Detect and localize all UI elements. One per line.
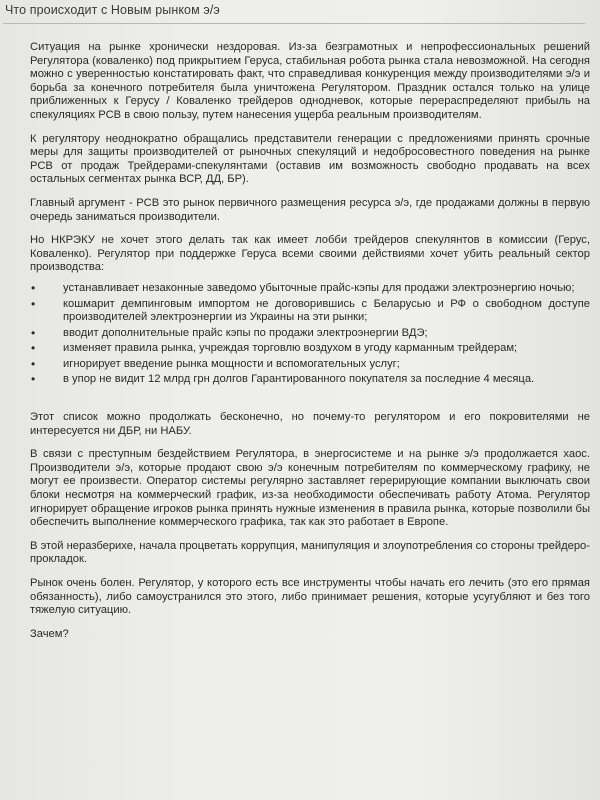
list-item: • игнорирует введение рынка мощности и вспомогательных услуг; [30,358,590,372]
paragraph-corruption: В этой неразберихе, начала процветать коррупция, манипуляция и злоупотребления со стороны трейдеро-прокладок. [30,539,590,566]
paragraph-list-continues: Этот список можно продолжать бесконечно, но почему-то регулятором и его покровителями не интересуется ни ДБР, ни НАБУ. [30,411,590,437]
paragraph-situation: Ситуация на рынке хронически нездоровая. Из-за безграмотных и непрофессиональных решений Регулятора (коваленко) под прикрытием Геруса, стабильная робота рынка стала невозможной. На сегодня можно с уверенностью констатировать факт, что справедливая конкуренция между производителями э/э и борьба за конечного потребителя была уничтожена Регулятором. Праздник остался только на улице приближенных к Герусу / Коваленко трейдеров однодневок, которые перераспределяют прибыль на спекуляциях РСВ в свою пользу, путем нанесения ущерба реальным производителям. [30,41,590,121]
document-title: Что происходит с Новым рынком э/э [5,3,220,17]
paragraph-appeals: К регулятору неоднократно обращались представители генерации с предложениями принять срочные меры для защиты производителей от рыночных спекуляций и недобросовестного поведения на рынке РСВ от продаж Трейдерами-спекулянтами (оставив им возможность свободно продавать на всех остальных сегментах рынка ВСР, ДД, БР). [30,132,590,186]
list-item: • устанавливает незаконные заведомо убыточные прайс-кэпы для продажи электроэнергию ночью; [30,282,590,296]
paragraph-market-sick: Рынок очень болен. Регулятор, у которого есть все инструменты чтобы начать его лечить (это его прямая обязанность), либо самоустранился это этого, либо принимает решения, которые усугубляют и без того тяжелую ситуацию. [30,577,590,617]
section-spacer [30,397,590,411]
list-item: • вводит дополнительные прайс кэпы по продажи электроэнергии ВДЭ; [30,327,590,341]
list-item: • в упор не видит 12 млрд грн долгов Гарантированного покупателя за последние 4 месяца. [30,373,590,387]
list-item: • кошмарит демпинговым импортом не договорившись с Беларусью и РФ о свободном доступе производителей электроэнергии из Украины на эти рынки; [30,298,590,325]
paragraph-chaos: В связи с преступным бездействием Регулятора, в энергосистеме и на рынке э/э продолжается хаос. Производители э/э, которые продают свою э/э конечным потребителям по коммерческому графику, не могут ее произвести. Оператор системы регулярно заставляет герерирующие компании выключать свои блоки несмотря на коммерческий график, из-за необходимости обеспечивать работу Атома. Регулятор игнорирует обращение игроков рынка принять нужные изменения в правила рынка, которые позволили бы обеспечить выполнение коммерческого графика, так как это работает в Европе. [30,448,590,529]
regulator-actions-list [30,282,590,387]
list-item: • изменяет правила рынка, учреждая торговлю воздухом в угоду карманным трейдерам; [30,342,590,356]
paragraph-lobby: Но НКРЭКУ не хочет этого делать так как имеет лобби трейдеров спекулянтов в комиссии (Герус, Коваленко). Регулятор при поддержке Геруса всеми своими действиями хочет убить реальный сектор производства: [30,234,590,274]
paragraph-main-argument: Главный аргумент - РСВ это рынок первичного размещения ресурса э/э, где продажами должны в первую очередь заниматься производители. [30,196,590,223]
document-body [30,41,590,651]
title-underline [3,23,585,24]
paragraph-question: Зачем? [30,627,69,640]
